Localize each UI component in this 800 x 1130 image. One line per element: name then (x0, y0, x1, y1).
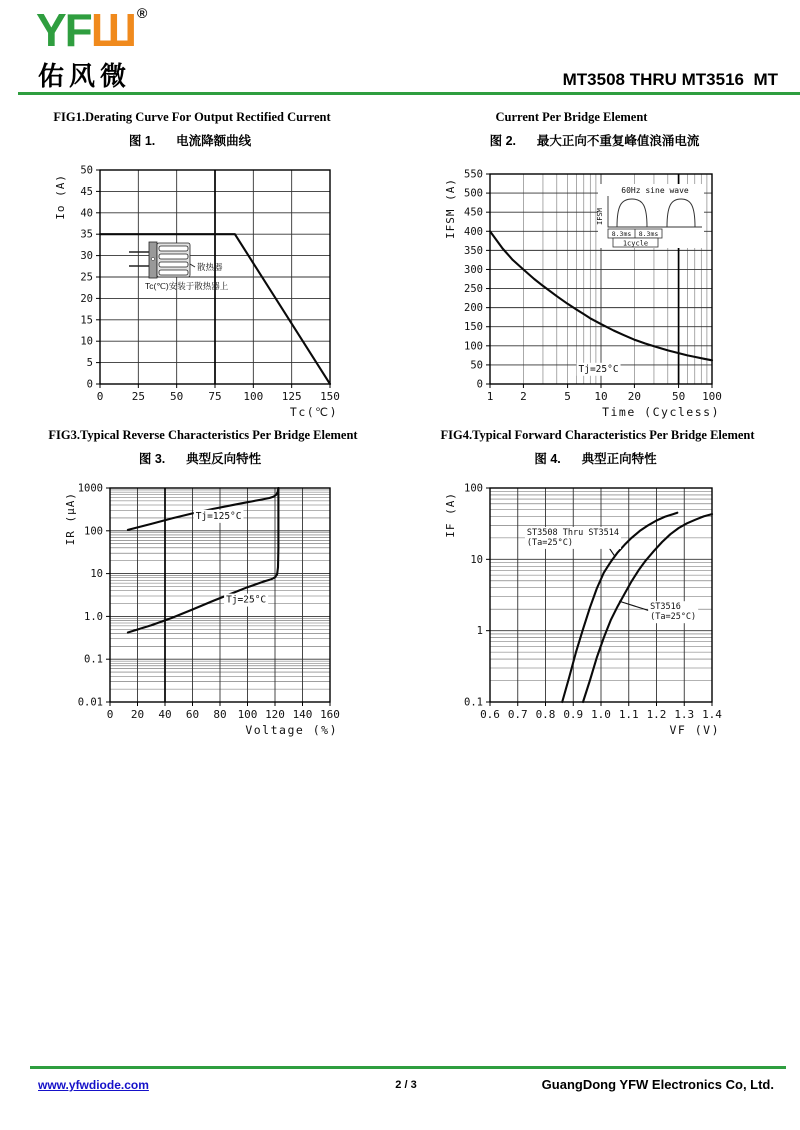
svg-text:1000: 1000 (77, 482, 103, 495)
svg-text:160: 160 (320, 708, 340, 721)
series-curve (128, 488, 279, 633)
svg-text:100: 100 (84, 525, 103, 538)
y-axis-label: IFSM (A) (444, 178, 457, 239)
svg-text:200: 200 (464, 302, 483, 315)
y-axis-label: Io (A) (54, 174, 67, 220)
x-axis-label: VF (V) (669, 723, 720, 737)
company-name: GuangDong YFW Electronics Co, Ltd. (541, 1077, 774, 1092)
svg-text:30: 30 (80, 250, 93, 263)
svg-text:80: 80 (213, 708, 227, 721)
svg-text:400: 400 (464, 225, 483, 238)
svg-text:8.3ms: 8.3ms (611, 230, 632, 238)
svg-text:0.01: 0.01 (77, 696, 103, 709)
svg-text:1.2: 1.2 (646, 708, 667, 721)
svg-text:散热器: 散热器 (197, 262, 223, 272)
website-link[interactable]: www.yfwdiode.com (38, 1078, 149, 1092)
svg-text:5: 5 (564, 390, 571, 403)
grid-lines (100, 170, 330, 384)
svg-text:20: 20 (130, 708, 145, 721)
curve-annotation: Tj=25°C (226, 594, 267, 606)
svg-text:550: 550 (464, 168, 483, 181)
x-axis-label: Voltage (%) (245, 723, 338, 737)
figure-3-title-en: FIG3.Typical Reverse Characteristics Per Bridge Element (48, 428, 358, 442)
figure-4-chart (430, 472, 775, 753)
svg-text:300: 300 (464, 263, 483, 276)
y-axis-label: IF (A) (444, 492, 457, 538)
svg-text:100: 100 (237, 708, 258, 721)
svg-text:10: 10 (80, 335, 93, 348)
figure-2-chart (430, 154, 775, 435)
fig3-svg (40, 472, 380, 748)
svg-text:2: 2 (520, 390, 527, 403)
svg-text:150: 150 (320, 390, 340, 403)
footer-divider (30, 1066, 786, 1069)
svg-text:60Hz sine wave: 60Hz sine wave (621, 186, 689, 195)
x-axis-label: Time (Cycless) (602, 405, 720, 419)
fig2-svg (430, 154, 775, 430)
svg-text:20: 20 (80, 292, 93, 305)
svg-text:140: 140 (292, 708, 313, 721)
figure-1-chart (40, 154, 380, 435)
svg-text:15: 15 (80, 314, 93, 327)
series-curve (128, 488, 279, 530)
svg-text:IFSM: IFSM (596, 208, 604, 225)
svg-text:10: 10 (594, 390, 608, 403)
svg-text:0.6: 0.6 (480, 708, 500, 721)
svg-text:0: 0 (476, 378, 483, 391)
svg-text:100: 100 (702, 390, 722, 403)
figure-4-forward-characteristics (430, 428, 775, 748)
svg-text:1.0: 1.0 (591, 708, 611, 721)
brand-logo (36, 4, 148, 56)
figure-1-derating-curve (40, 110, 380, 430)
x-axis-label: Tc(℃) (289, 405, 338, 419)
surge-waveform-inset (596, 184, 704, 248)
svg-text:250: 250 (464, 283, 483, 296)
svg-text:45: 45 (80, 185, 93, 198)
svg-text:1.0: 1.0 (84, 610, 103, 623)
svg-text:10: 10 (90, 568, 103, 581)
svg-text:1cycle: 1cycle (622, 239, 649, 248)
svg-text:100: 100 (464, 482, 483, 495)
svg-text:1.3: 1.3 (674, 708, 695, 721)
page-number: 2 / 3 (395, 1079, 417, 1091)
grid-lines (490, 488, 712, 702)
svg-text:125: 125 (281, 390, 302, 403)
svg-text:0.1: 0.1 (84, 653, 103, 666)
figure-1-title-en: FIG1.Derating Curve For Output Rectified Current (53, 110, 331, 124)
svg-text:50: 50 (170, 390, 184, 403)
figure-2-title-en: Current Per Bridge Element (495, 110, 648, 124)
svg-text:35: 35 (80, 228, 93, 241)
figure-2-surge-current (430, 110, 775, 430)
svg-text:0: 0 (96, 390, 104, 403)
figure-4-title-cn: 图 4. 典型正向特性 (534, 452, 657, 466)
svg-text:0: 0 (106, 708, 114, 721)
svg-text:0.9: 0.9 (563, 708, 584, 721)
figure-1-title-cn: 图 1. 电流降额曲线 (128, 134, 252, 148)
svg-text:40: 40 (80, 207, 93, 220)
svg-text:0.7: 0.7 (507, 708, 528, 721)
logo-yf-text: YF (36, 4, 91, 56)
svg-text:60: 60 (185, 708, 200, 721)
header-divider (18, 92, 800, 95)
svg-text:0.8: 0.8 (535, 708, 556, 721)
registered-trademark-icon: ® (137, 5, 148, 21)
svg-text:5: 5 (86, 357, 93, 370)
svg-text:1.4: 1.4 (702, 708, 722, 721)
figure-2-title-cn: 图 2. 最大正向不重复峰值浪涌电流 (489, 134, 700, 148)
curve-annotation: ST3508 Thru ST3514 (Ta=25°C) (526, 527, 620, 548)
svg-text:75: 75 (208, 390, 222, 403)
logo-w-glyph: Ш (90, 4, 136, 56)
curve-annotation: Tj=25°C (578, 363, 619, 375)
svg-text:1: 1 (486, 390, 494, 403)
svg-text:10: 10 (470, 553, 483, 566)
curve-annotation: ST3516 (Ta=25°C) (650, 602, 697, 623)
svg-text:50: 50 (470, 359, 483, 372)
y-axis-label: IR (μA) (64, 492, 77, 546)
svg-text:100: 100 (464, 340, 483, 353)
svg-text:500: 500 (464, 187, 483, 200)
svg-text:Tc(℃)安装于散热器上: Tc(℃)安装于散热器上 (145, 281, 229, 291)
svg-text:50: 50 (80, 164, 93, 177)
figure-3-chart (40, 472, 380, 753)
svg-text:0: 0 (86, 378, 93, 391)
svg-text:150: 150 (464, 321, 483, 334)
figure-4-title-en: FIG4.Typical Forward Characteristics Per Bridge Element (440, 428, 755, 442)
fig4-svg (430, 472, 775, 748)
heatsink-inset (129, 242, 229, 291)
svg-text:8.3ms: 8.3ms (638, 230, 659, 238)
curve-annotation: Tj=125°C (195, 510, 242, 522)
svg-text:25: 25 (80, 271, 93, 284)
svg-text:50: 50 (671, 390, 686, 403)
figure-3-reverse-characteristics (40, 428, 380, 748)
svg-text:0.1: 0.1 (464, 696, 483, 709)
svg-text:25: 25 (131, 390, 145, 403)
svg-text:1.1: 1.1 (618, 708, 639, 721)
data-series (128, 488, 279, 633)
svg-text:100: 100 (243, 390, 264, 403)
fig1-svg (40, 154, 380, 430)
svg-text:20: 20 (627, 390, 642, 403)
brand-name-chinese: 佑风微 (38, 61, 132, 91)
svg-text:40: 40 (158, 708, 172, 721)
svg-text:350: 350 (464, 244, 483, 257)
document-title: MT3508 THRU MT3516 MT (562, 70, 778, 89)
figure-3-title-cn: 图 3. 典型反向特性 (138, 452, 262, 466)
svg-text:1: 1 (476, 625, 483, 638)
svg-text:120: 120 (265, 708, 285, 721)
svg-text:450: 450 (464, 206, 483, 219)
